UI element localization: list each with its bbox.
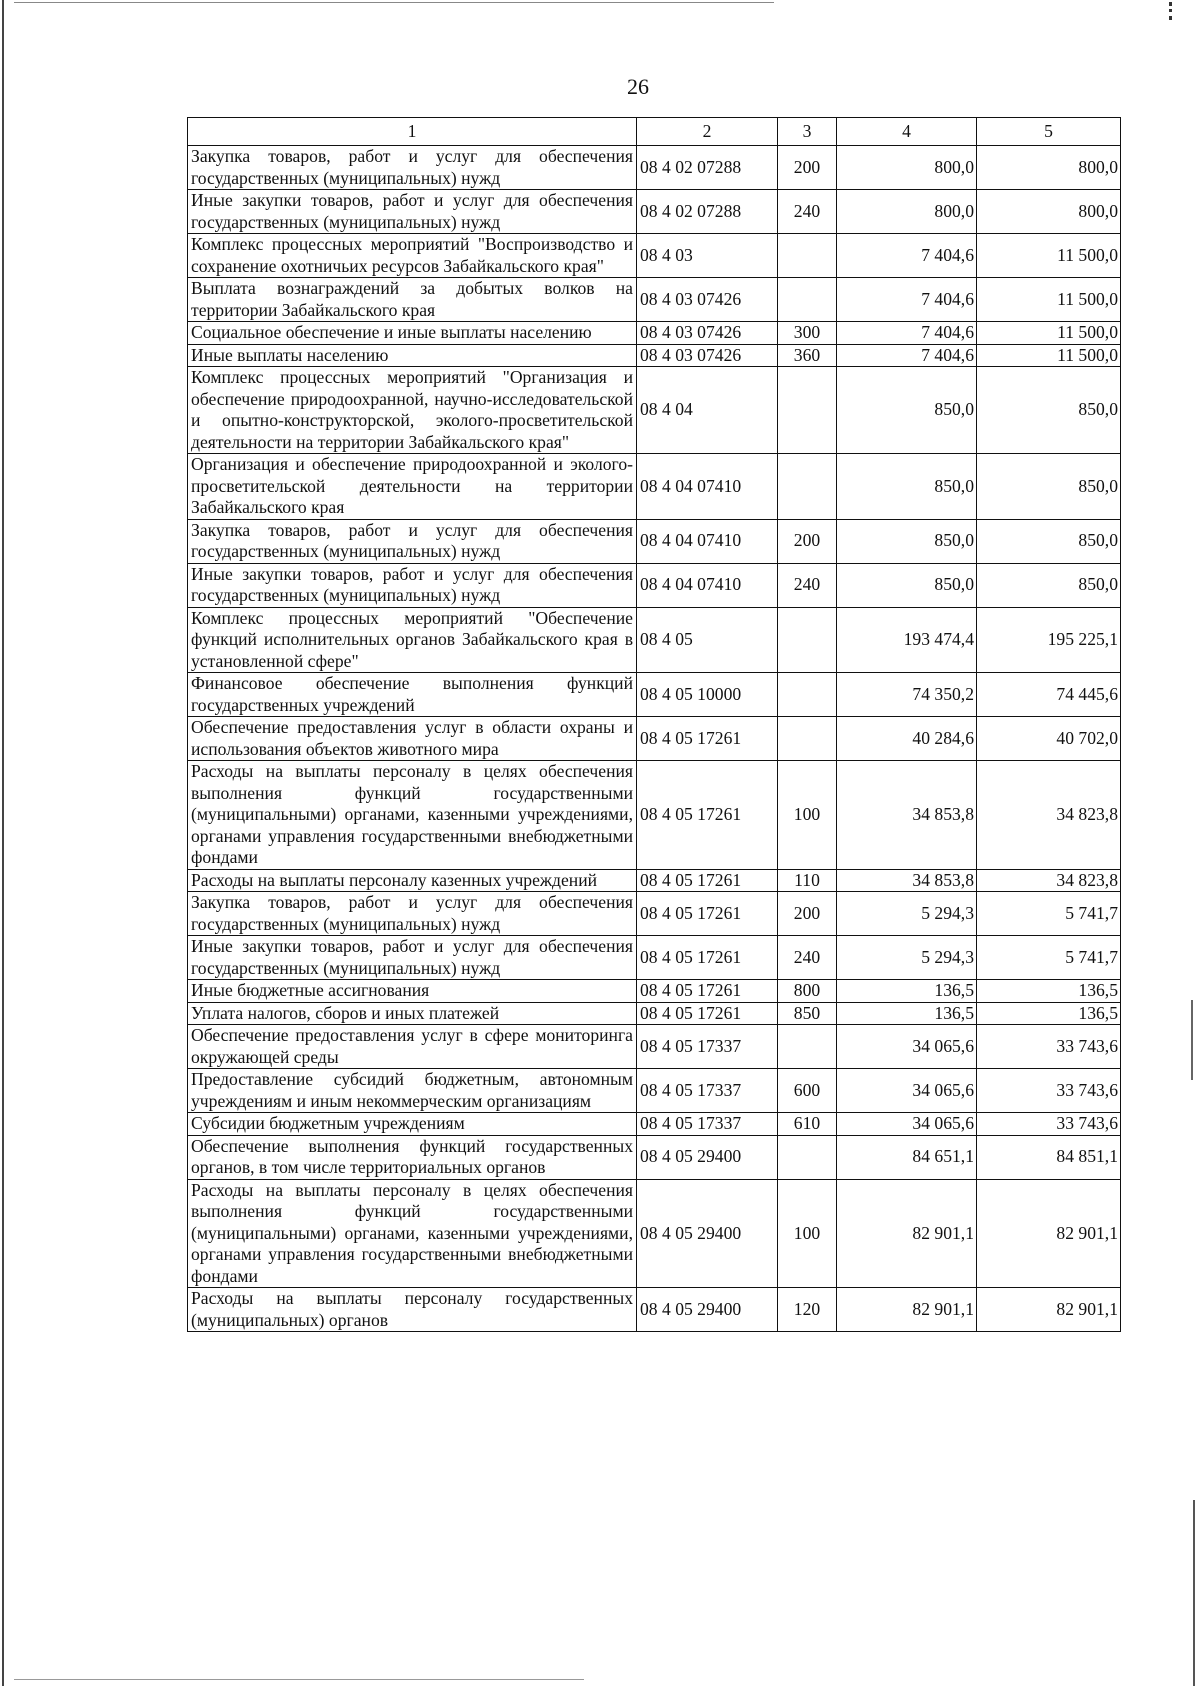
row-value-col4: 193 474,4 [837,607,977,673]
row-name: Обеспечение предоставления услуг в сфере мониторинга окружающей среды [188,1025,637,1069]
scan-artifact-dots [1169,2,1175,20]
row-code: 08 4 05 17261 [637,980,778,1003]
row-expense-type [778,673,837,717]
row-value-col4: 850,0 [837,519,977,563]
row-code: 08 4 02 07288 [637,146,778,190]
row-value-col4: 7 404,6 [837,234,977,278]
scan-right-edge [1193,1500,1195,1686]
row-value-col4: 7 404,6 [837,278,977,322]
row-value-col4: 850,0 [837,563,977,607]
row-value-col5: 34 823,8 [977,761,1121,870]
row-value-col4: 34 065,6 [837,1069,977,1113]
row-expense-type [778,367,837,454]
row-name: Иные бюджетные ассигнования [188,980,637,1003]
row-code: 08 4 03 07426 [637,322,778,345]
table-row [188,278,1121,322]
row-code: 08 4 05 10000 [637,673,778,717]
row-name: Предоставление субсидий бюджетным, автономным учреждениям и иным некоммерческим организациям [188,1069,637,1113]
header-col-3: 3 [778,118,837,146]
row-name: Иные выплаты населению [188,344,637,367]
row-value-col5: 5 741,7 [977,892,1121,936]
row-value-col5: 850,0 [977,563,1121,607]
row-value-col4: 5 294,3 [837,892,977,936]
header-row [188,118,1121,146]
row-name: Иные закупки товаров, работ и услуг для обеспечения государственных (муниципальных) нужд [188,190,637,234]
row-code: 08 4 05 29400 [637,1179,778,1288]
row-expense-type [778,1135,837,1179]
table-row [188,1113,1121,1136]
row-name: Комплекс процессных мероприятий "Воспроизводство и сохранение охотничьих ресурсов Забайкальского края" [188,234,637,278]
table-row [188,869,1121,892]
row-name: Финансовое обеспечение выполнения функций государственных учреждений [188,673,637,717]
row-expense-type: 240 [778,190,837,234]
row-value-col5: 136,5 [977,1002,1121,1025]
row-value-col5: 82 901,1 [977,1288,1121,1332]
row-expense-type: 600 [778,1069,837,1113]
row-name: Социальное обеспечение и иные выплаты населению [188,322,637,345]
table-row [188,936,1121,980]
table-row [188,519,1121,563]
header-col-1: 1 [188,118,637,146]
row-code: 08 4 05 17261 [637,892,778,936]
page-number: 26 [627,74,649,99]
table-header [188,118,1121,146]
row-code: 08 4 05 29400 [637,1135,778,1179]
row-value-col5: 33 743,6 [977,1025,1121,1069]
row-value-col4: 5 294,3 [837,936,977,980]
row-value-col4: 7 404,6 [837,344,977,367]
row-name: Расходы на выплаты персоналу государственных (муниципальных) органов [188,1288,637,1332]
row-value-col5: 850,0 [977,454,1121,520]
row-name: Закупка товаров, работ и услуг для обеспечения государственных (муниципальных) нужд [188,146,637,190]
table-row [188,892,1121,936]
row-code: 08 4 04 07410 [637,563,778,607]
row-value-col4: 850,0 [837,454,977,520]
row-value-col4: 800,0 [837,190,977,234]
table-row [188,1135,1121,1179]
row-name: Расходы на выплаты персоналу казенных учреждений [188,869,637,892]
row-expense-type: 610 [778,1113,837,1136]
row-expense-type: 360 [778,344,837,367]
row-name: Субсидии бюджетным учреждениям [188,1113,637,1136]
table-row [188,1002,1121,1025]
row-name: Закупка товаров, работ и услуг для обеспечения государственных (муниципальных) нужд [188,892,637,936]
row-expense-type [778,234,837,278]
row-code: 08 4 05 17337 [637,1069,778,1113]
scan-left-edge [2,0,4,1686]
row-value-col4: 34 065,6 [837,1025,977,1069]
row-value-col5: 850,0 [977,367,1121,454]
row-value-col5: 5 741,7 [977,936,1121,980]
row-expense-type [778,278,837,322]
row-value-col5: 82 901,1 [977,1179,1121,1288]
row-code: 08 4 03 [637,234,778,278]
row-expense-type: 200 [778,146,837,190]
table-row [188,717,1121,761]
row-expense-type [778,454,837,520]
row-value-col4: 800,0 [837,146,977,190]
row-value-col4: 40 284,6 [837,717,977,761]
row-value-col5: 74 445,6 [977,673,1121,717]
table-body [188,146,1121,1332]
row-value-col5: 11 500,0 [977,344,1121,367]
row-name: Обеспечение выполнения функций государственных органов, в том числе территориальных органов [188,1135,637,1179]
row-code: 08 4 03 07426 [637,344,778,367]
row-code: 08 4 04 07410 [637,454,778,520]
row-expense-type: 200 [778,519,837,563]
row-value-col5: 850,0 [977,519,1121,563]
row-code: 08 4 05 17261 [637,1002,778,1025]
row-expense-type: 240 [778,936,837,980]
row-value-col5: 40 702,0 [977,717,1121,761]
table-row [188,146,1121,190]
row-name: Расходы на выплаты персоналу в целях обеспечения выполнения функций государственными (муниципальными) органами, казенными учреждениями, органами управления государственными внебюджетными фондами [188,1179,637,1288]
budget-table [187,117,1121,1332]
row-code: 08 4 05 29400 [637,1288,778,1332]
header-col-5: 5 [977,118,1121,146]
row-expense-type [778,717,837,761]
row-code: 08 4 03 07426 [637,278,778,322]
row-code: 08 4 05 17261 [637,869,778,892]
row-code: 08 4 04 [637,367,778,454]
row-value-col5: 11 500,0 [977,278,1121,322]
row-expense-type: 240 [778,563,837,607]
row-value-col4: 34 853,8 [837,761,977,870]
table-row [188,367,1121,454]
row-code: 08 4 05 17261 [637,761,778,870]
table-row [188,344,1121,367]
row-expense-type [778,607,837,673]
table-row [188,607,1121,673]
table-row [188,234,1121,278]
row-name: Расходы на выплаты персоналу в целях обеспечения выполнения функций государственными (муниципальными) органами, казенными учреждениями, органами управления государственными внебюджетными фондами [188,761,637,870]
scan-right-mark [1191,1000,1193,1080]
row-value-col5: 11 500,0 [977,234,1121,278]
row-expense-type: 200 [778,892,837,936]
row-value-col4: 136,5 [837,980,977,1003]
row-expense-type [778,1025,837,1069]
table-row [188,1179,1121,1288]
row-value-col5: 195 225,1 [977,607,1121,673]
table-row [188,190,1121,234]
row-expense-type: 120 [778,1288,837,1332]
row-expense-type: 100 [778,1179,837,1288]
row-name: Выплата вознаграждений за добытых волков на территории Забайкальского края [188,278,637,322]
table-row [188,322,1121,345]
row-value-col4: 136,5 [837,1002,977,1025]
row-code: 08 4 05 17261 [637,717,778,761]
row-code: 08 4 02 07288 [637,190,778,234]
row-value-col4: 82 901,1 [837,1288,977,1332]
row-value-col4: 74 350,2 [837,673,977,717]
row-expense-type: 300 [778,322,837,345]
table-row [188,1069,1121,1113]
row-name: Комплекс процессных мероприятий "Организация и обеспечение природоохранной, научно-исследовательской и опытно-конструкторской, эколого-просветительской деятельности на территории Забайкальского края" [188,367,637,454]
row-code: 08 4 05 [637,607,778,673]
row-name: Иные закупки товаров, работ и услуг для обеспечения государственных (муниципальных) нужд [188,936,637,980]
scan-bottom-edge [14,1679,584,1680]
table-row [188,454,1121,520]
row-name: Комплекс процессных мероприятий "Обеспечение функций исполнительных органов Забайкальского края в установленной сфере" [188,607,637,673]
row-value-col5: 11 500,0 [977,322,1121,345]
table-row [188,980,1121,1003]
row-value-col5: 33 743,6 [977,1113,1121,1136]
row-expense-type: 110 [778,869,837,892]
row-value-col4: 34 853,8 [837,869,977,892]
table-row [188,673,1121,717]
row-value-col5: 33 743,6 [977,1069,1121,1113]
row-name: Обеспечение предоставления услуг в области охраны и использования объектов животного мира [188,717,637,761]
table-row [188,1288,1121,1332]
row-value-col5: 800,0 [977,190,1121,234]
row-value-col5: 800,0 [977,146,1121,190]
header-col-4: 4 [837,118,977,146]
row-value-col4: 82 901,1 [837,1179,977,1288]
row-value-col4: 34 065,6 [837,1113,977,1136]
row-value-col5: 136,5 [977,980,1121,1003]
row-value-col4: 7 404,6 [837,322,977,345]
row-value-col4: 850,0 [837,367,977,454]
row-name: Закупка товаров, работ и услуг для обеспечения государственных (муниципальных) нужд [188,519,637,563]
row-code: 08 4 04 07410 [637,519,778,563]
row-name: Уплата налогов, сборов и иных платежей [188,1002,637,1025]
row-value-col5: 84 851,1 [977,1135,1121,1179]
row-name: Организация и обеспечение природоохранной и эколого-просветительской деятельности на территории Забайкальского края [188,454,637,520]
row-code: 08 4 05 17337 [637,1025,778,1069]
table-row [188,1025,1121,1069]
row-code: 08 4 05 17337 [637,1113,778,1136]
row-code: 08 4 05 17261 [637,936,778,980]
row-expense-type: 850 [778,1002,837,1025]
header-col-2: 2 [637,118,778,146]
row-value-col4: 84 651,1 [837,1135,977,1179]
table-row [188,761,1121,870]
row-expense-type: 800 [778,980,837,1003]
scan-top-edge [14,2,774,3]
row-expense-type: 100 [778,761,837,870]
table-row [188,563,1121,607]
row-value-col5: 34 823,8 [977,869,1121,892]
row-name: Иные закупки товаров, работ и услуг для обеспечения государственных (муниципальных) нужд [188,563,637,607]
